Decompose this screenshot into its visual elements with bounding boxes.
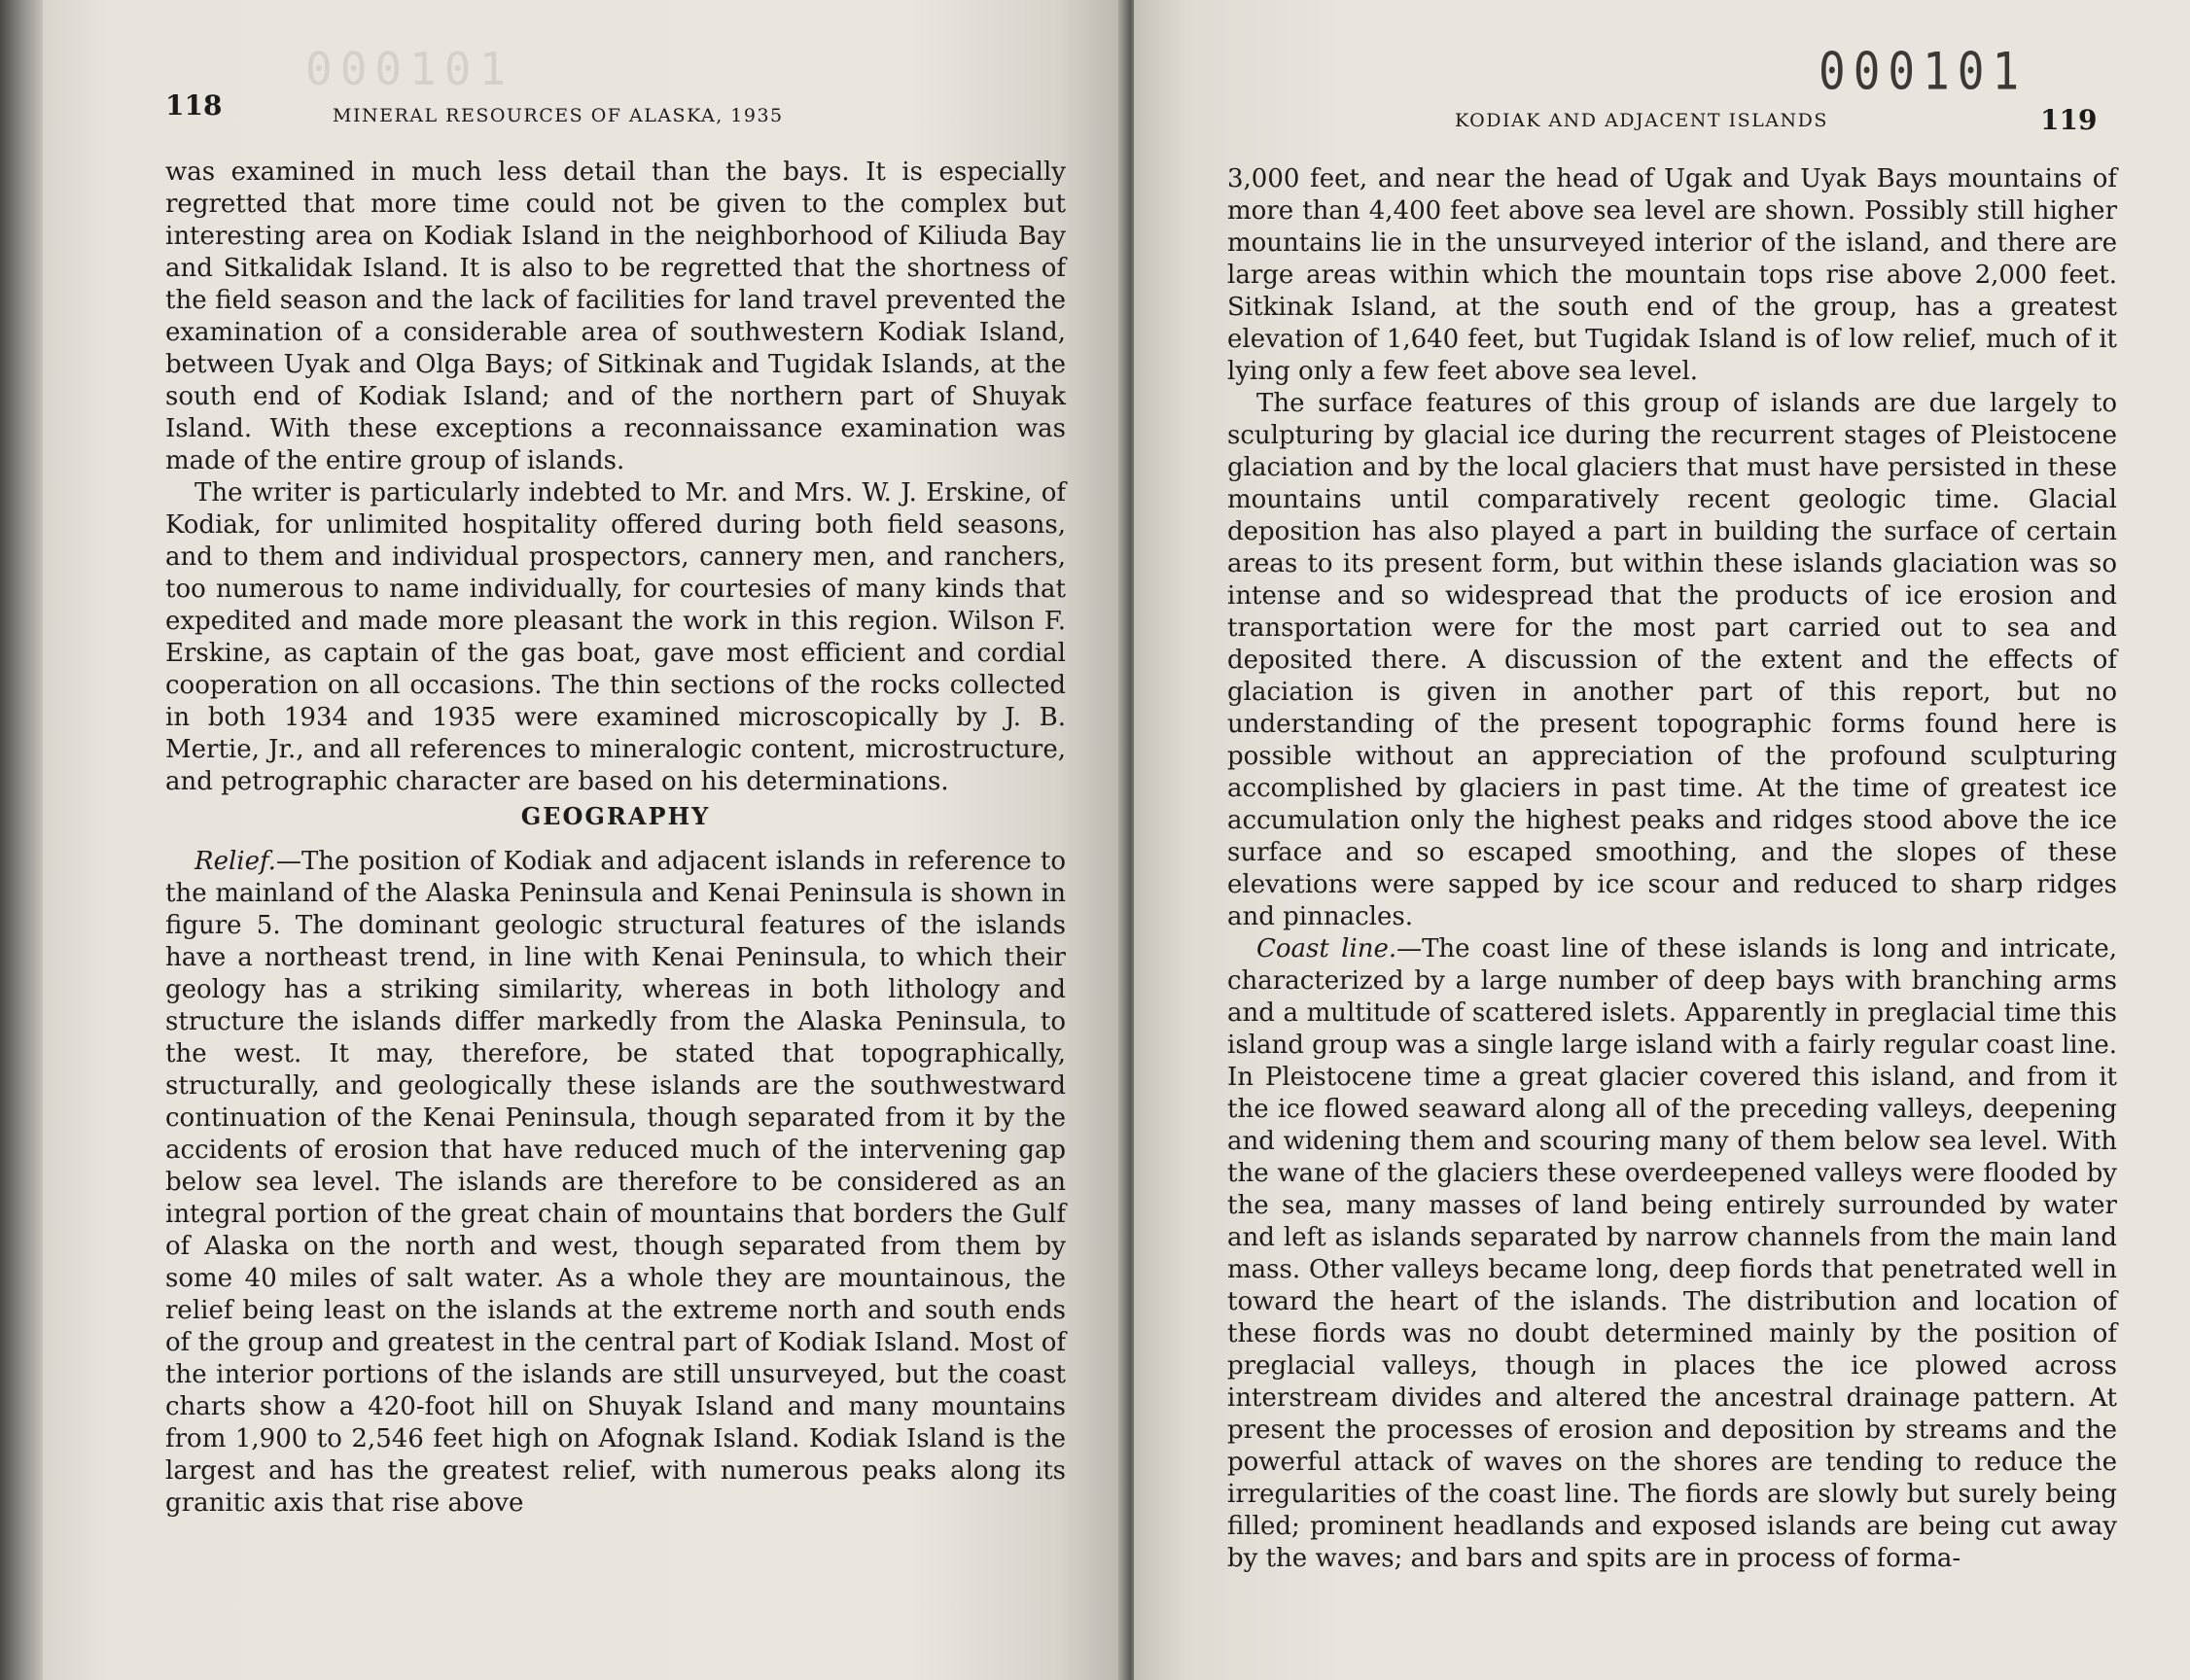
left-running-head: MINERAL RESOURCES OF ALASKA, 1935 bbox=[333, 105, 784, 126]
coast-lead-in: Coast line. bbox=[1256, 934, 1397, 963]
paragraph-coast-line bbox=[1227, 933, 2117, 1575]
stamp-number: 000101 bbox=[1819, 40, 2028, 102]
relief-text: —The position of Kodiak and adjacent islands in reference to the mainland of the Alaska Peninsula and Kenai Peninsula is shown in figure 5. The dominant geologic structural features of the islands have a northeast trend, in line with Kenai Peninsula, to which their geology has a striking similarity, whereas in both lithology and structure the islands differ markedly from the Alaska Peninsula, to the west. It may, therefore, be stated that topographically, structurally, and geologically these islands are the southwestward continuation of the Kenai Peninsula, though separated from it by the accidents of erosion that have reduced much of the intervening gap below sea level. The islands are therefore to be considered as an integral portion of the great chain of mountains that borders the Gulf of Alaska on the north and west, though separated from them by some 40 miles of salt water. As a whole they are mountainous, the relief being least on the islands at the extreme north and south ends of the group and greatest in the central part of Kodiak Island. Most of the interior portions of the islands are still unsurveyed, but the coast charts show a 420-foot hill on Shuyak Island and many mountains from 1,900 to 2,546 feet high on Afognak Island. Kodiak Island is the largest and has the greatest relief, with numerous peaks along its granitic axis that rise above bbox=[165, 847, 1066, 1518]
left-page bbox=[43, 0, 1124, 1680]
relief-lead-in: Relief. bbox=[194, 847, 276, 876]
section-heading-geography: GEOGRAPHY bbox=[520, 802, 711, 830]
stamp-bleedthrough: 000101 bbox=[305, 43, 514, 95]
right-text-block bbox=[1227, 163, 2117, 1575]
right-page-number: 119 bbox=[2040, 104, 2098, 136]
paragraph-relief bbox=[165, 846, 1066, 1520]
left-page-number: 118 bbox=[165, 89, 223, 122]
left-text-block bbox=[165, 157, 1066, 1520]
right-page bbox=[1134, 0, 2190, 1680]
right-running-head: KODIAK AND ADJACENT ISLANDS bbox=[1455, 110, 1828, 131]
paragraph-surface-features: The surface features of this group of islands are due largely to sculpturing by glacial ice during the recurrent stages of Pleistocene glaciation and by the local glaciers that must have persisted in these mountains until comparatively recent geologic time. Glacial deposition has also played a part in building the surface of certain areas to its present form, but within these islands glaciation was so intense and so widespread that the products of ice erosion and transportation were for the most part carried out to sea and deposited there. A discussion of the extent and the effects of glaciation is given in another part of this report, but no understanding of the present topographic forms found here is possible without an appreciation of the profound sculpturing accomplished by glaciers in past time. At the time of greatest ice accumulation only the highest peaks and ridges stood above the ice surface and so escaped smoothing, and the slopes of these elevations were sapped by ice scour and reduced to sharp ridges and pinnacles. bbox=[1227, 389, 2117, 931]
paragraph-elevations: 3,000 feet, and near the head of Ugak and Uyak Bays mountains of more than 4,400 feet above sea level are shown. Possibly still higher mountains lie in the unsurveyed interior of the island, and there are large areas within which the mountain tops rise above 2,000 feet. Sitkinak Island, at the south end of the group, has a greatest elevation of 1,640 feet, but Tugidak Island is of low relief, much of it lying only a few feet above sea level. bbox=[1227, 164, 2117, 386]
coast-text: —The coast line of these islands is long and intricate, characterized by a large number of deep bays with branching arms and a multitude of scattered islets. Apparently in preglacial time this island group was a single large island with a fairly regular coast line. In Pleistocene time a great glacier covered this island, and from it the ice flowed seaward along all of the preceding valleys, deepening and widening them and scouring many of them below sea level. With the wane of the glaciers these overdeepened valleys were flooded by the sea, many masses of land being entirely surrounded by water and left as islands separated by narrow channels from the main land mass. Other valleys became long, deep fiords that penetrated well in toward the heart of the islands. The distribution and location of these fiords was no doubt determined mainly by the position of preglacial valleys, though in places the ice plowed across interstream divides and altered the ancestral drainage pattern. At present the processes of erosion and deposition by streams and the powerful attack of waves on the shores are tending to reduce the irregularities of the coast line. The fiords are slowly but surely being filled; prominent headlands and exposed islands are being cut away by the waves; and bars and spits are in process of forma- bbox=[1227, 934, 2117, 1573]
paragraph-continued: was examined in much less detail than the bays. It is especially regretted that more time could not be given to the complex but interesting area on Kodiak Island in the neighborhood of Kiliuda Bay and Sitkalidak Island. It is also to be regretted that the shortness of the field season and the lack of facilities for land travel prevented the examination of a considerable area of southwestern Kodiak Island, between Uyak and Olga Bays; of Sitkinak and Tugidak Islands, at the south end of Kodiak Island; and of the northern part of Shuyak Island. With these exceptions a reconnaissance examination was made of the entire group of islands. bbox=[165, 158, 1066, 475]
paragraph-acknowledgments: The writer is particularly indebted to Mr. and Mrs. W. J. Erskine, of Kodiak, for unlimited hospitality offered during both field seasons, and to them and individual prospectors, cannery men, and ranchers, too numerous to name individually, for courtesies of many kinds that expedited and made more pleasant the work in this region. Wilson F. Erskine, as captain of the gas boat, gave most efficient and cordial cooperation on all occasions. The thin sections of the rocks collected in both 1934 and 1935 were examined microscopically by J. B. Mertie, Jr., and all references to mineralogic content, microstructure, and petrographic character are based on his determinations. bbox=[165, 478, 1066, 796]
book-edge bbox=[0, 0, 47, 1680]
